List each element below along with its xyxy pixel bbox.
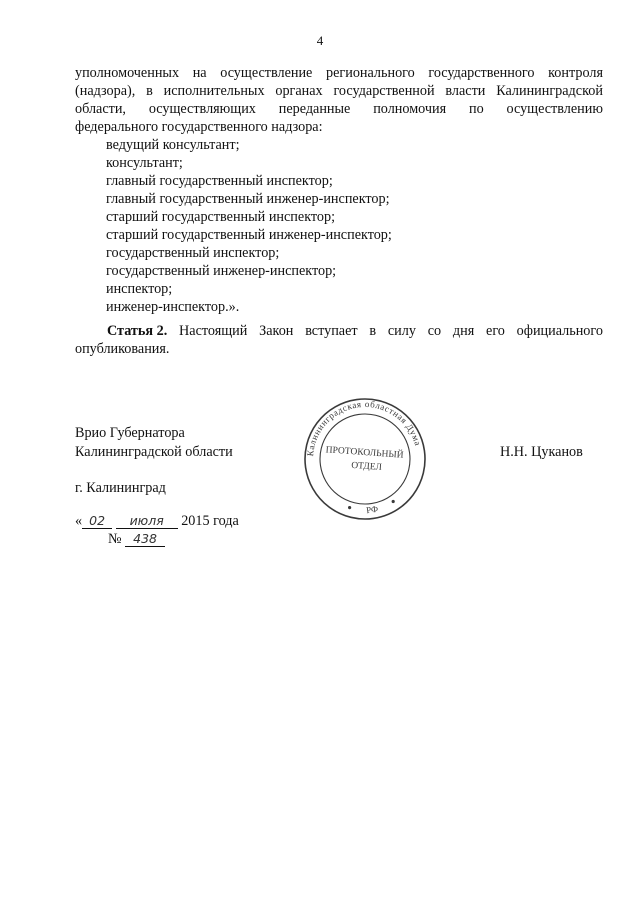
word: регионального: [326, 65, 415, 81]
list-item: консультант;: [106, 155, 183, 171]
intro-paragraph: [75, 64, 603, 136]
official-seal: [303, 397, 427, 521]
intro-line-3: [75, 100, 603, 118]
list-item: главный государственный инспектор;: [106, 173, 333, 189]
word: в: [146, 83, 153, 99]
word: области,: [75, 101, 126, 117]
word: исполнительных: [163, 83, 265, 99]
date-month: июля: [116, 514, 178, 529]
word: его: [486, 323, 505, 339]
list-item: инженер-инспектор.».: [106, 299, 240, 315]
word: государственного: [428, 65, 535, 81]
date-day: 02: [82, 514, 112, 529]
number-sign: №: [108, 531, 122, 547]
intro-line-1: [75, 64, 603, 82]
word: Настоящий: [179, 323, 248, 339]
positions-list: [106, 136, 392, 316]
word: контроля: [548, 65, 603, 81]
word: полномочия: [373, 101, 447, 117]
word: власти: [445, 83, 486, 99]
seal-star-right: [391, 500, 395, 504]
page-number: 4: [316, 33, 324, 48]
article-line-1: [75, 322, 603, 340]
word: осуществлению: [506, 101, 603, 117]
seal-ring-text: Калининградская областная Дума: [305, 398, 424, 457]
intro-line-4: федерального государственного надзора:: [75, 119, 323, 135]
word: Закон: [259, 323, 294, 339]
word: со: [427, 323, 442, 339]
article-line-2: опубликования.: [75, 341, 170, 357]
date-open-quote: «: [75, 513, 83, 529]
word: Калининградской: [496, 83, 603, 99]
intro-line-2: [75, 82, 603, 100]
word: официального: [516, 323, 603, 339]
article-2: [75, 322, 603, 358]
word: по: [469, 101, 484, 117]
list-item: ведущий консультант;: [106, 137, 240, 153]
seal-center-line-1: ПРОТОКОЛЬНЫЙ: [325, 445, 404, 461]
word: в: [369, 323, 377, 339]
signature-title: [75, 424, 233, 462]
word: дня: [452, 323, 475, 339]
list-item: инспектор;: [106, 281, 173, 297]
word: уполномоченных: [75, 65, 180, 81]
signatory-name: Н.Н. Цуканов: [500, 444, 583, 460]
word: на: [192, 65, 207, 81]
seal-star-left: [348, 506, 352, 510]
word: органах: [275, 83, 323, 99]
law-number: 438: [125, 532, 165, 547]
word: вступает: [305, 323, 358, 339]
signature-title-line-2: Калининградской области: [75, 444, 233, 460]
list-item: старший государственный инспектор;: [106, 209, 336, 225]
word: силу: [387, 323, 416, 339]
word: осуществление: [220, 65, 313, 81]
list-item: государственный инженер-инспектор;: [106, 263, 337, 279]
seal-center-line-2: ОТДЕЛ: [350, 460, 383, 473]
list-item: главный государственный инженер-инспектор;: [106, 191, 390, 207]
seal-bottom-text: РФ: [365, 503, 379, 516]
list-item: старший государственный инженер-инспектор;: [106, 227, 392, 243]
list-item: государственный инспектор;: [106, 245, 280, 261]
city: г. Калининград: [75, 480, 166, 496]
law-number-line: [108, 530, 165, 549]
word: осуществляющих: [148, 101, 256, 117]
signature-title-line-1: Врио Губернатора: [75, 425, 185, 441]
word: государственной: [333, 83, 435, 99]
date-year: 2015 года: [181, 513, 239, 529]
article-label: Статья 2.: [107, 323, 168, 339]
word: переданные: [278, 101, 351, 117]
word: (надзора),: [75, 83, 136, 99]
date-line: [75, 512, 239, 531]
